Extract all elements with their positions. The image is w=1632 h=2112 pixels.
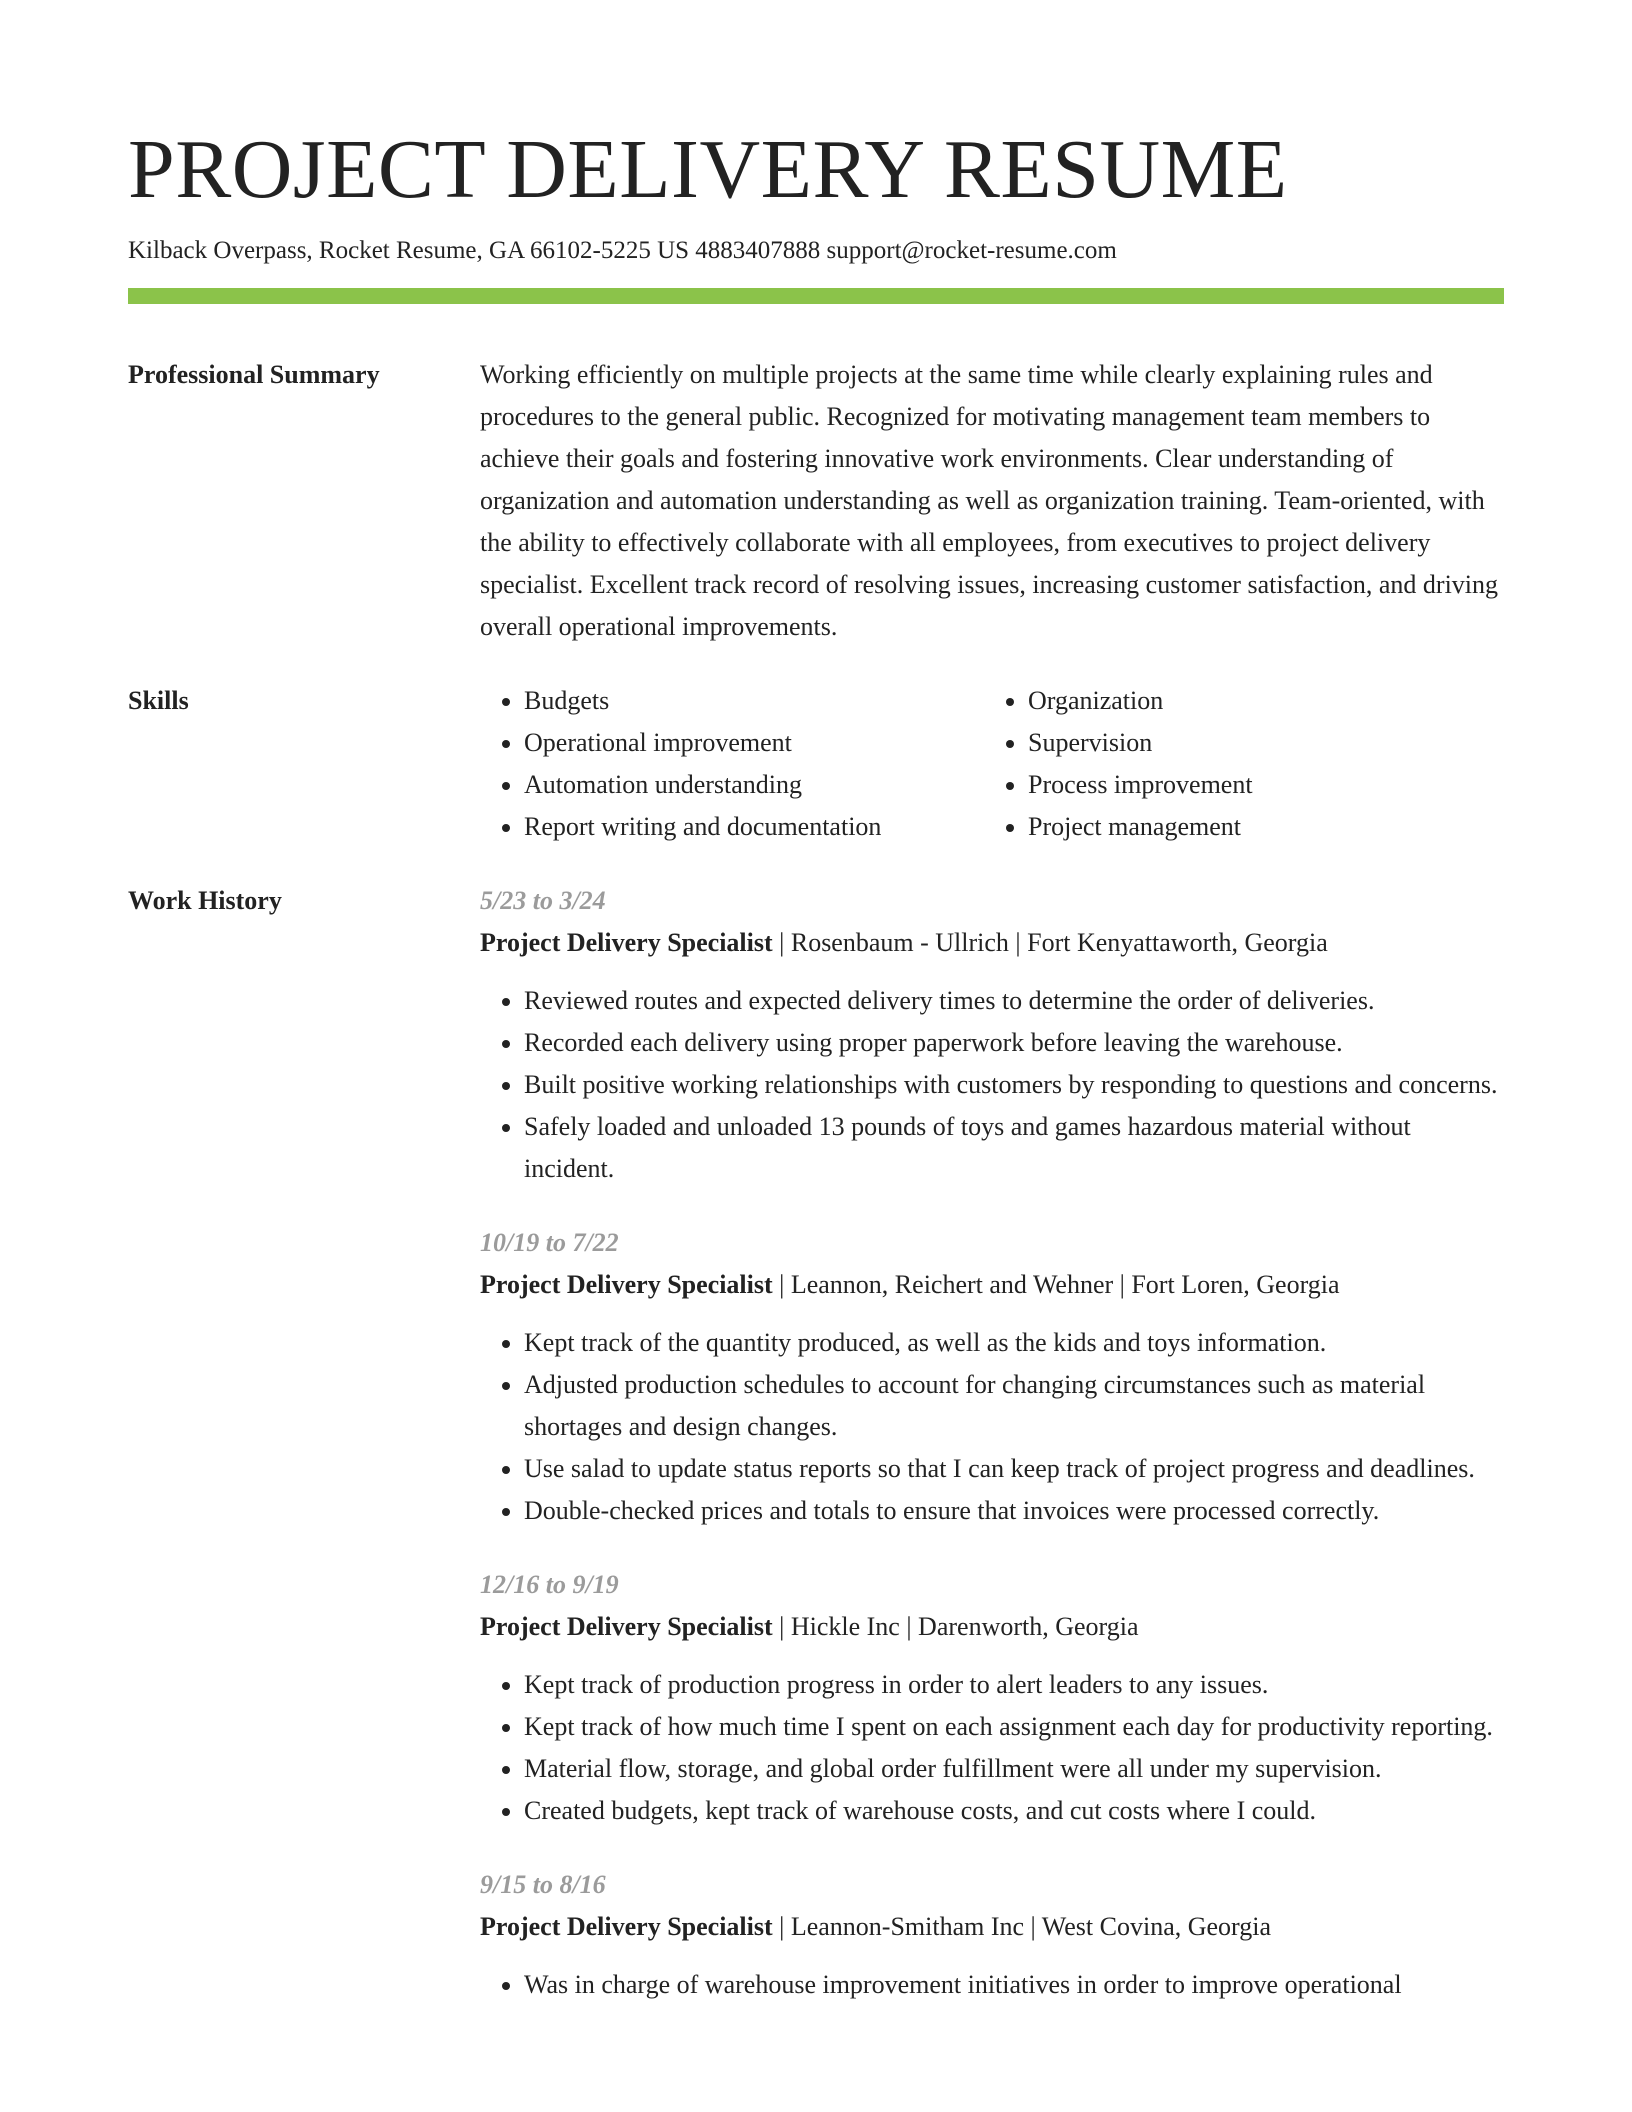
job-bullet: • Kept track of the quantity produced, as well as the kids and toys information. [524, 1322, 1504, 1364]
skill-item: • Report writing and documentation [524, 806, 984, 848]
summary-section [128, 354, 1504, 648]
job-details: | Hickle Inc | Darenworth, Georgia [772, 1612, 1139, 1641]
job-dates: 5/23 to 3/24 [480, 886, 606, 915]
job-title-line [480, 1906, 1504, 1948]
summary-label: Professional Summary [128, 360, 380, 389]
job-bullets [480, 1322, 1504, 1532]
work-history-label: Work History [128, 886, 282, 915]
skills-label: Skills [128, 686, 189, 715]
job-bullet: • Created budgets, kept track of warehouse costs, and cut costs where I could. [524, 1790, 1504, 1832]
job-bullet: • Recorded each delivery using proper paperwork before leaving the warehouse. [524, 1022, 1504, 1064]
job-bullet: • Reviewed routes and expected delivery times to determine the order of deliveries. [524, 980, 1504, 1022]
summary-text: Working efficiently on multiple projects at the same time while clearly explaining rules and procedures to the general public. Recognized for motivating management team members to achieve their goals and fostering innovative work environments. Clear understanding of organization and automation understanding as well as organization training. Team-oriented, with the ability to effectively collaborate with all employees, from executives to project delivery specialist. Excellent track record of resolving issues, increasing customer satisfaction, and driving overall operational improvements. [480, 360, 1499, 641]
skill-item: • Process improvement [1028, 764, 1488, 806]
skill-item: • Supervision [1028, 722, 1488, 764]
job-title: Project Delivery Specialist [480, 1270, 773, 1299]
job-bullet: • Kept track of how much time I spent on each assignment each day for productivity reporting. [524, 1706, 1504, 1748]
job-bullets [480, 980, 1504, 1190]
skills-section [128, 680, 1504, 848]
job-bullets [480, 1964, 1504, 2006]
job-title-line [480, 1606, 1504, 1648]
job-bullet: • Built positive working relationships with customers by responding to questions and concerns. [524, 1064, 1504, 1106]
job-bullet: • Double-checked prices and totals to ensure that invoices were processed correctly. [524, 1490, 1504, 1532]
job-details: | Leannon-Smitham Inc | West Covina, Georgia [772, 1912, 1272, 1941]
job-dates: 10/19 to 7/22 [480, 1228, 619, 1257]
job-bullet: • Kept track of production progress in order to alert leaders to any issues. [524, 1664, 1504, 1706]
skill-item: • Project management [1028, 806, 1488, 848]
job-dates: 12/16 to 9/19 [480, 1570, 619, 1599]
skill-item: • Automation understanding [524, 764, 984, 806]
work-history-section [128, 880, 1504, 2038]
job-bullet: • Was in charge of warehouse improvement initiatives in order to improve operational [524, 1964, 1504, 2006]
contact-line: Kilback Overpass, Rocket Resume, GA 66102-5225 US 4883407888 support@rocket-resume.com [128, 237, 1117, 264]
job-bullet: • Use salad to update status reports so that I can keep track of project progress and deadlines. [524, 1448, 1504, 1490]
job-title: Project Delivery Specialist [480, 1912, 773, 1941]
job-bullets [480, 1664, 1504, 1832]
skills-list-left [480, 680, 984, 848]
job-title: Project Delivery Specialist [480, 1612, 773, 1641]
resume-title: PROJECT DELIVERY RESUME [128, 123, 1288, 216]
skills-column-left [480, 680, 984, 848]
job-title-line [480, 922, 1504, 964]
job-title-line [480, 1264, 1504, 1306]
skill-item: • Operational improvement [524, 722, 984, 764]
job-title: Project Delivery Specialist [480, 928, 773, 957]
job-bullet: • Safely loaded and unloaded 13 pounds of toys and games hazardous material without incident. [524, 1106, 1504, 1190]
job-bullet: • Adjusted production schedules to account for changing circumstances such as material shortages and design changes. [524, 1364, 1504, 1448]
job-bullet: • Material flow, storage, and global order fulfillment were all under my supervision. [524, 1748, 1504, 1790]
job-dates: 9/15 to 8/16 [480, 1870, 606, 1899]
skills-body [480, 680, 1504, 848]
job-entry [480, 880, 1504, 1190]
skills-list-right [984, 680, 1488, 848]
skill-item: • Budgets [524, 680, 984, 722]
accent-divider [128, 288, 1504, 304]
skill-item: • Organization [1028, 680, 1488, 722]
job-entry [480, 1222, 1504, 1532]
work-history-body [480, 880, 1504, 2038]
job-details: | Rosenbaum - Ullrich | Fort Kenyattaworth, Georgia [772, 928, 1328, 957]
job-entry [480, 1864, 1504, 2006]
summary-body [480, 354, 1504, 648]
job-entry [480, 1564, 1504, 1832]
skills-column-right [984, 680, 1488, 848]
job-details: | Leannon, Reichert and Wehner | Fort Loren, Georgia [772, 1270, 1340, 1299]
